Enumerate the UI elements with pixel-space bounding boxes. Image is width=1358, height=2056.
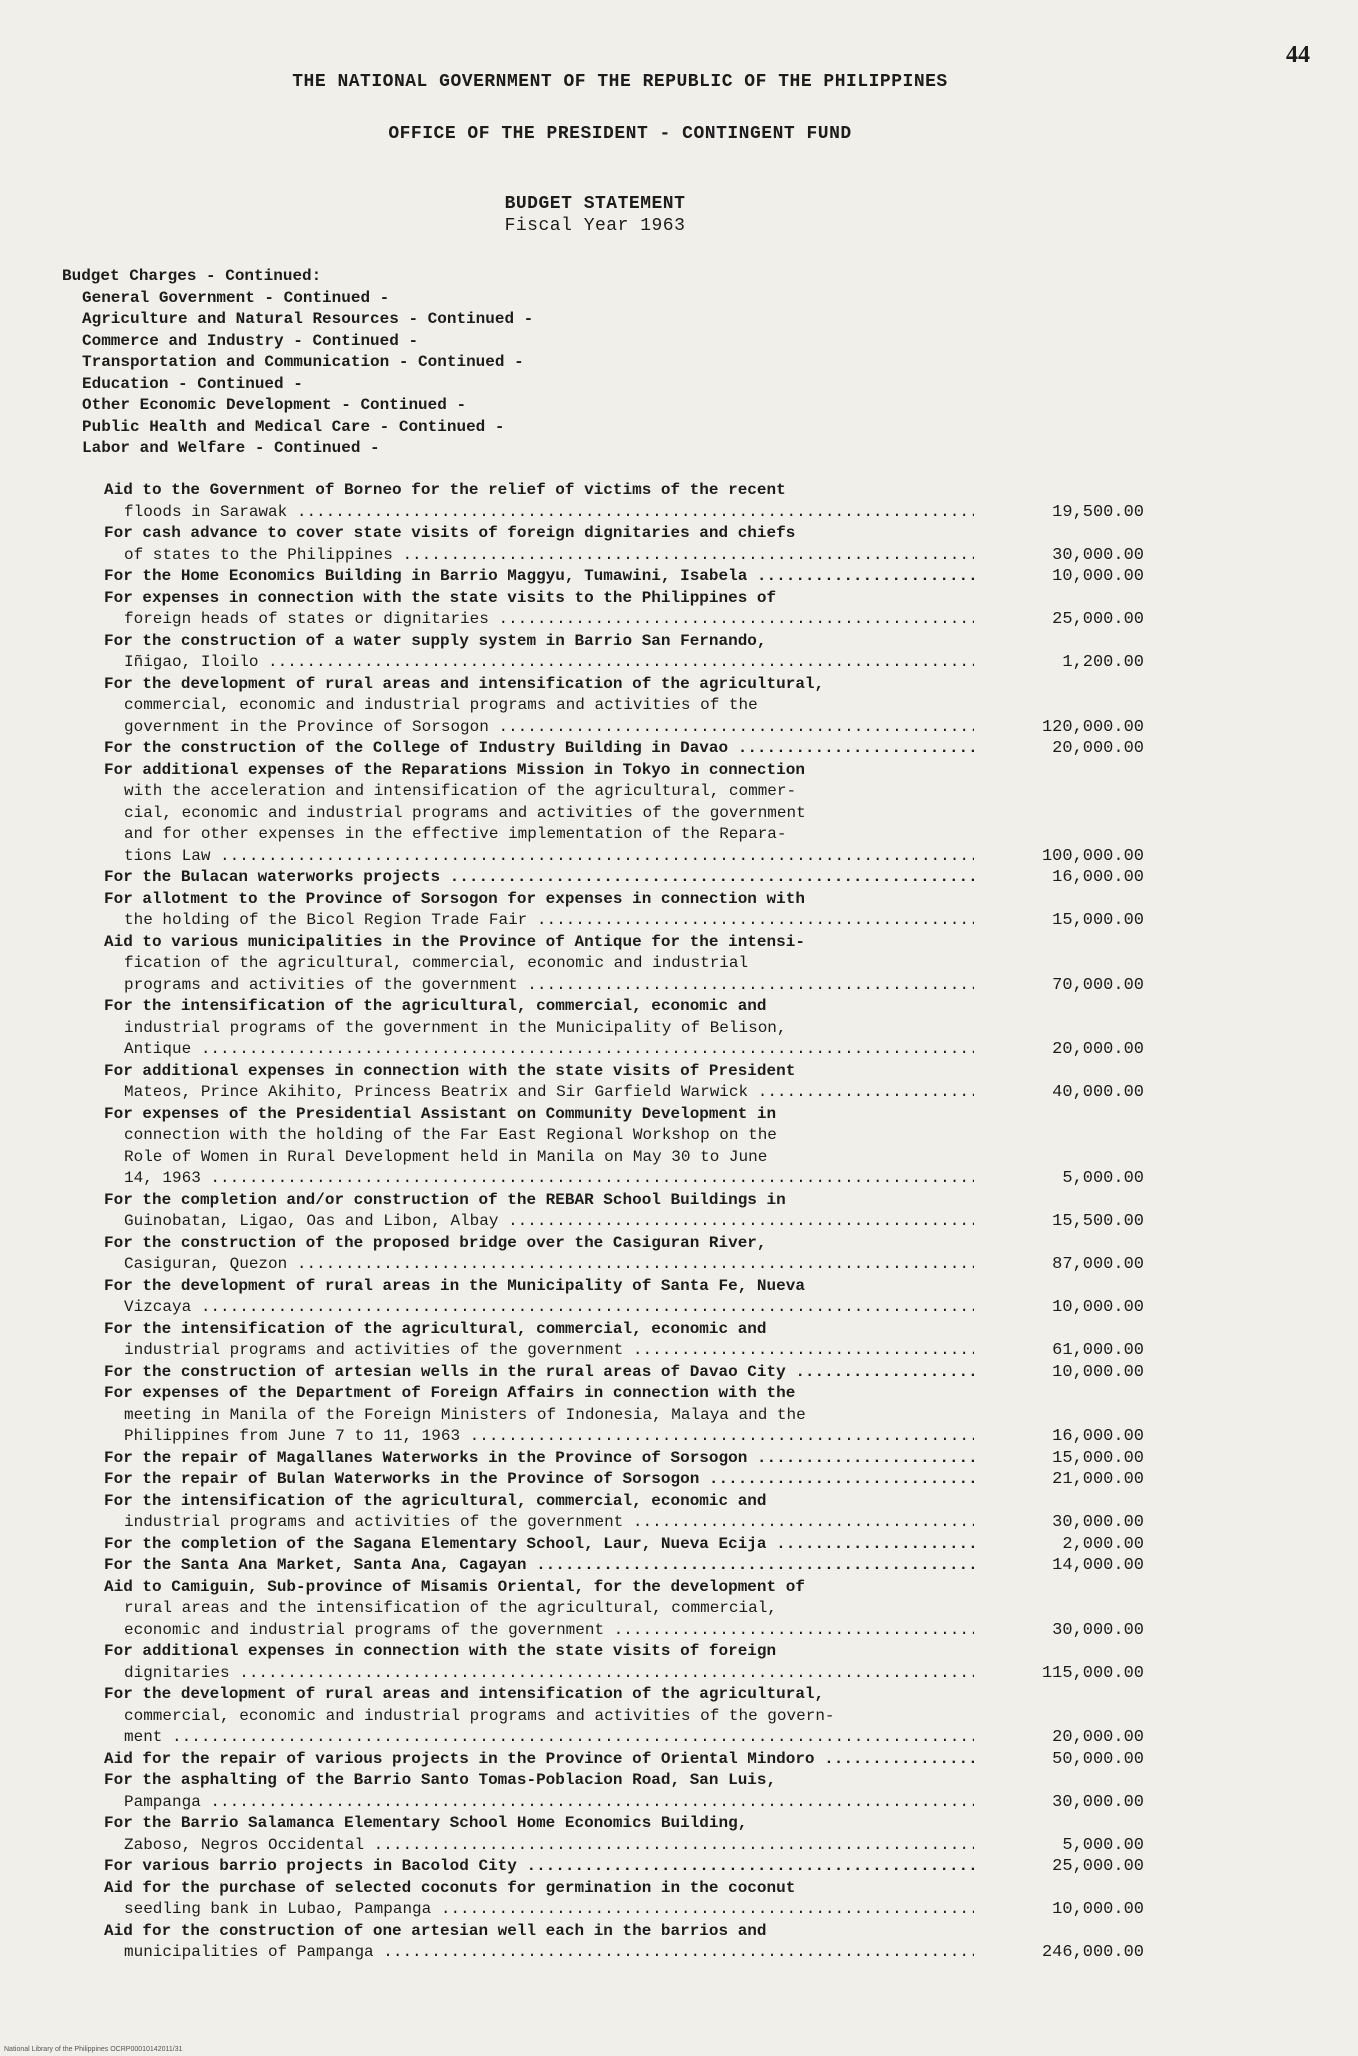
budget-item xyxy=(0,932,1358,997)
item-description-line: Aid for the construction of one artesian well each in the barrios and xyxy=(104,1921,767,1940)
item-description-line: dignitaries ..... xyxy=(104,1663,974,1685)
item-description-line: For additional expenses in connection with the state visits of foreign xyxy=(104,1642,777,1660)
item-description-line: industrial programs and activities of the government ..... xyxy=(104,1340,974,1362)
category-heading: Education - Continued - xyxy=(82,374,303,393)
item-description-line: For the Barrio Salamanca Elementary School Home Economics Building, xyxy=(104,1814,748,1832)
category-heading: Labor and Welfare - Continued - xyxy=(82,439,380,457)
item-description-line: For the asphalting of the Barrio Santo Tomas-Poblacion Road, San Luis, xyxy=(104,1771,777,1789)
item-description xyxy=(104,588,974,631)
item-description-line: For cash advance to cover state visits of foreign dignitaries and chiefs xyxy=(104,524,796,542)
section-headings xyxy=(62,266,1042,460)
item-amount: 100,000.00 xyxy=(1041,846,1144,866)
item-description-line: ment ..... xyxy=(104,1727,974,1749)
item-description-line: Vizcaya ..... xyxy=(104,1297,974,1319)
item-description-line: Mateos, Prince Akihito, Princess Beatrix and Sir Garfield Warwick ..... xyxy=(104,1082,974,1104)
item-description-line: Aid for the purchase of selected coconuts for germination in the coconut xyxy=(104,1878,796,1897)
budget-item xyxy=(0,1362,1358,1384)
item-description xyxy=(104,932,974,997)
item-description-line: For expenses of the Presidential Assistant on Community Development in xyxy=(104,1104,777,1123)
item-description xyxy=(104,1770,974,1813)
item-amount: 30,000.00 xyxy=(1052,1792,1144,1812)
budget-item xyxy=(0,1061,1358,1104)
item-description-line: industrial programs and activities of the government ..... xyxy=(104,1512,974,1534)
item-description-line: For additional expenses of the Reparations Mission in Tokyo in connection xyxy=(104,760,805,779)
item-description xyxy=(104,674,974,739)
item-amount: 20,000.00 xyxy=(1052,1040,1144,1059)
item-description-line: For the Home Economics Building in Barrio Maggyu, Tumawini, Isabela ..... xyxy=(104,566,974,588)
item-amount: 30,000.00 xyxy=(1052,1620,1144,1640)
budget-item xyxy=(0,1491,1358,1534)
item-description xyxy=(104,631,974,674)
category-heading: Commerce and Industry - Continued - xyxy=(82,331,419,350)
item-description-line: government in the Province of Sorsogon ..... xyxy=(104,717,974,739)
item-amount: 15,000.00 xyxy=(1052,1448,1144,1468)
budget-item xyxy=(0,760,1358,868)
header-government-title: THE NATIONAL GOVERNMENT OF THE REPUBLIC OF THE PHILIPPINES xyxy=(292,72,948,92)
budget-item xyxy=(0,523,1358,566)
item-description-line: For the construction of the College of Industry Building in Davao ..... xyxy=(104,738,974,760)
item-description xyxy=(104,1383,974,1448)
item-amount: 20,000.00 xyxy=(1052,739,1144,758)
item-amount: 40,000.00 xyxy=(1052,1083,1144,1102)
item-amount: 25,000.00 xyxy=(1052,610,1144,629)
budget-item xyxy=(0,1577,1358,1642)
item-amount: 70,000.00 xyxy=(1052,975,1144,995)
item-description-line: For allotment to the Province of Sorsogon for expenses in connection with xyxy=(104,889,805,908)
item-description xyxy=(104,1813,974,1856)
item-description-line: Zaboso, Negros Occidental ..... xyxy=(104,1835,974,1857)
budget-item xyxy=(0,1749,1358,1771)
budget-item xyxy=(0,1383,1358,1448)
budget-item xyxy=(0,1641,1358,1684)
item-description xyxy=(104,1749,974,1771)
item-amount: 50,000.00 xyxy=(1052,1749,1144,1769)
page-number: 44 xyxy=(1286,42,1310,68)
budget-item xyxy=(0,1921,1358,1964)
item-description xyxy=(104,996,974,1061)
budget-item xyxy=(0,480,1358,523)
budget-item xyxy=(0,1190,1358,1233)
item-description xyxy=(104,1921,974,1964)
item-description-line: Role of Women in Rural Development held in Manila on May 30 to June xyxy=(124,1147,768,1166)
item-amount: 10,000.00 xyxy=(1052,1900,1144,1919)
budget-item xyxy=(0,1555,1358,1577)
budget-item xyxy=(0,738,1358,760)
item-description-line: Iñigao, Iloilo ..... xyxy=(104,652,974,674)
budget-item xyxy=(0,1534,1358,1556)
item-amount: 1,200.00 xyxy=(1062,653,1144,672)
item-description xyxy=(104,1233,974,1276)
category-heading: General Government - Continued - xyxy=(82,288,390,307)
item-description-line: and for other expenses in the effective implementation of the Repara- xyxy=(124,825,787,843)
item-description-line: For the Bulacan waterworks projects ..... xyxy=(104,867,974,889)
budget-item xyxy=(0,1813,1358,1856)
item-description-line: economic and industrial programs of the government ..... xyxy=(104,1620,974,1642)
item-description-line: For the development of rural areas and intensification of the agricultural, xyxy=(104,1685,825,1703)
item-description-line: For additional expenses in connection with the state visits of President xyxy=(104,1061,796,1080)
item-description xyxy=(104,523,974,566)
category-heading: Agriculture and Natural Resources - Continued - xyxy=(82,310,534,328)
item-amount: 87,000.00 xyxy=(1052,1255,1144,1274)
item-description xyxy=(104,1555,974,1577)
item-description-line: 14, 1963 ..... xyxy=(104,1168,974,1190)
item-description xyxy=(104,1190,974,1233)
budget-item xyxy=(0,631,1358,674)
item-description xyxy=(104,1448,974,1470)
item-description xyxy=(104,760,974,868)
item-description xyxy=(104,867,974,889)
item-amount: 2,000.00 xyxy=(1062,1534,1144,1554)
budget-item xyxy=(0,1276,1358,1319)
budget-item xyxy=(0,1104,1358,1190)
budget-items-list xyxy=(0,480,1358,1964)
item-amount: 16,000.00 xyxy=(1052,868,1144,887)
item-description xyxy=(104,889,974,932)
item-description xyxy=(104,1319,974,1362)
item-description xyxy=(104,1878,974,1921)
item-description-line: commercial, economic and industrial programs and activities of the xyxy=(124,696,758,714)
item-description xyxy=(104,1362,974,1384)
budget-item xyxy=(0,1469,1358,1491)
budget-item xyxy=(0,1770,1358,1813)
item-description-line: Antique ..... xyxy=(104,1039,974,1061)
item-description-line: For the intensification of the agricultural, commercial, economic and xyxy=(104,1319,767,1338)
item-description-line: connection with the holding of the Far East Regional Workshop on the xyxy=(124,1126,777,1144)
budget-item xyxy=(0,889,1358,932)
item-description-line: Aid to the Government of Borneo for the relief of victims of the recent xyxy=(104,481,786,499)
budget-item xyxy=(0,1448,1358,1470)
item-description-line: fication of the agricultural, commercial, economic and industrial xyxy=(124,954,749,972)
item-description xyxy=(104,1276,974,1319)
item-amount: 15,000.00 xyxy=(1052,911,1144,930)
item-amount: 16,000.00 xyxy=(1052,1427,1144,1446)
budget-item xyxy=(0,1319,1358,1362)
item-description-line: For the construction of artesian wells in the rural areas of Davao City ..... xyxy=(104,1362,974,1384)
budget-item xyxy=(0,867,1358,889)
item-description-line: Aid for the repair of various projects in the Province of Oriental Mindoro ..... xyxy=(104,1749,974,1771)
item-description-line: the holding of the Bicol Region Trade Fair ..... xyxy=(104,910,974,932)
item-amount: 120,000.00 xyxy=(1041,717,1144,737)
item-description-line: programs and activities of the government ..... xyxy=(104,975,974,997)
budget-item xyxy=(0,566,1358,588)
category-heading: Other Economic Development - Continued - xyxy=(82,396,467,414)
item-description-line: cial, economic and industrial programs and activities of the government xyxy=(124,803,806,822)
budget-item xyxy=(0,588,1358,631)
item-description-line: rural areas and the intensification of the agricultural, commercial, xyxy=(124,1599,777,1617)
item-description-line: Aid to various municipalities in the Province of Antique for the intensi- xyxy=(104,932,805,951)
item-description-line: Philippines from June 7 to 11, 1963 ..... xyxy=(104,1426,974,1448)
budget-item xyxy=(0,674,1358,739)
category-heading: Transportation and Communication - Continued - xyxy=(82,353,524,371)
item-description xyxy=(104,1577,974,1642)
archive-footer: National Library of the Philippines OCRP00010142011/31 xyxy=(4,2046,183,2053)
item-description-line: For the construction of the proposed bridge over the Casiguran River, xyxy=(104,1233,767,1252)
item-description-line: tions Law ..... xyxy=(104,846,974,868)
budget-item xyxy=(0,1233,1358,1276)
header-fiscal-year: Fiscal Year 1963 xyxy=(504,216,686,236)
item-description xyxy=(104,1641,974,1684)
item-description xyxy=(104,1104,974,1190)
item-description-line: For the intensification of the agricultural, commercial, economic and xyxy=(104,1491,767,1510)
item-description-line: For the completion and/or construction of the REBAR School Buildings in xyxy=(104,1190,786,1209)
item-description xyxy=(104,738,974,760)
item-amount: 115,000.00 xyxy=(1041,1663,1144,1683)
item-description-line: Guinobatan, Ligao, Oas and Libon, Albay ..... xyxy=(104,1211,974,1233)
item-amount: 30,000.00 xyxy=(1052,545,1144,565)
item-description-line: For expenses in connection with the state visits to the Philippines of xyxy=(104,588,777,607)
category-heading: Public Health and Medical Care - Continued - xyxy=(82,417,505,436)
item-description-line: industrial programs of the government in the Municipality of Belison, xyxy=(124,1018,787,1037)
item-description-line: For the completion of the Sagana Elementary School, Laur, Nueva Ecija ..... xyxy=(104,1534,974,1556)
item-amount: 14,000.00 xyxy=(1052,1556,1144,1575)
item-description xyxy=(104,1534,974,1556)
item-description xyxy=(104,1856,974,1878)
item-amount: 10,000.00 xyxy=(1052,1362,1144,1382)
budget-item xyxy=(0,996,1358,1061)
item-amount: 30,000.00 xyxy=(1052,1513,1144,1532)
budget-item xyxy=(0,1878,1358,1921)
item-description-line: For the development of rural areas and intensification of the agricultural, xyxy=(104,674,825,693)
item-amount: 246,000.00 xyxy=(1041,1943,1144,1962)
item-amount: 20,000.00 xyxy=(1052,1728,1144,1747)
item-description-line: floods in Sarawak ..... xyxy=(104,502,974,524)
item-description-line: meeting in Manila of the Foreign Ministers of Indonesia, Malaya and the xyxy=(124,1405,806,1424)
item-description-line: seedling bank in Lubao, Pampanga ..... xyxy=(104,1899,974,1921)
item-amount: 25,000.00 xyxy=(1052,1857,1144,1876)
budget-item xyxy=(0,1856,1358,1878)
budget-charges-heading: Budget Charges - Continued: xyxy=(62,267,322,285)
budget-item xyxy=(0,1684,1358,1749)
item-description-line: Aid to Camiguin, Sub-province of Misamis Oriental, for the development of xyxy=(104,1577,805,1596)
item-amount: 61,000.00 xyxy=(1052,1341,1144,1360)
item-description-line: For various barrio projects in Bacolod City ..... xyxy=(104,1856,974,1878)
item-description-line: municipalities of Pampanga ..... xyxy=(104,1942,974,1964)
item-description xyxy=(104,1061,974,1104)
item-amount: 15,500.00 xyxy=(1052,1212,1144,1231)
item-description xyxy=(104,1491,974,1534)
item-description-line: commercial, economic and industrial programs and activities of the govern- xyxy=(124,1706,835,1725)
item-description xyxy=(104,1684,974,1749)
item-description-line: Pampanga ..... xyxy=(104,1792,974,1814)
item-amount: 10,000.00 xyxy=(1052,1298,1144,1317)
item-amount: 19,500.00 xyxy=(1052,502,1144,522)
item-description xyxy=(104,566,974,588)
item-description-line: For expenses of the Department of Foreign Affairs in connection with the xyxy=(104,1384,796,1402)
item-description-line: For the intensification of the agricultural, commercial, economic and xyxy=(104,997,767,1015)
header-office-title: OFFICE OF THE PRESIDENT - CONTINGENT FUND xyxy=(388,124,852,144)
item-description-line: For the repair of Magallanes Waterworks in the Province of Sorsogon ..... xyxy=(104,1448,974,1470)
item-description xyxy=(104,1469,974,1491)
item-description-line: For the Santa Ana Market, Santa Ana, Cagayan ..... xyxy=(104,1555,974,1577)
item-description-line: foreign heads of states or dignitaries ..... xyxy=(104,609,974,631)
item-description-line: Casiguran, Quezon ..... xyxy=(104,1254,974,1276)
item-description-line: For the repair of Bulan Waterworks in the Province of Sorsogon ..... xyxy=(104,1469,974,1491)
item-description-line: with the acceleration and intensification of the agricultural, commer- xyxy=(124,782,797,800)
item-description-line: For the development of rural areas in the Municipality of Santa Fe, Nueva xyxy=(104,1276,805,1295)
item-amount: 5,000.00 xyxy=(1062,1835,1144,1855)
item-amount: 21,000.00 xyxy=(1052,1470,1144,1489)
item-description xyxy=(104,480,974,523)
item-amount: 5,000.00 xyxy=(1062,1169,1144,1188)
header-statement-title: BUDGET STATEMENT xyxy=(504,194,686,214)
item-description-line: For the construction of a water supply system in Barrio San Fernando, xyxy=(104,631,767,650)
item-description-line: of states to the Philippines ..... xyxy=(104,545,974,567)
item-amount: 10,000.00 xyxy=(1052,567,1144,586)
